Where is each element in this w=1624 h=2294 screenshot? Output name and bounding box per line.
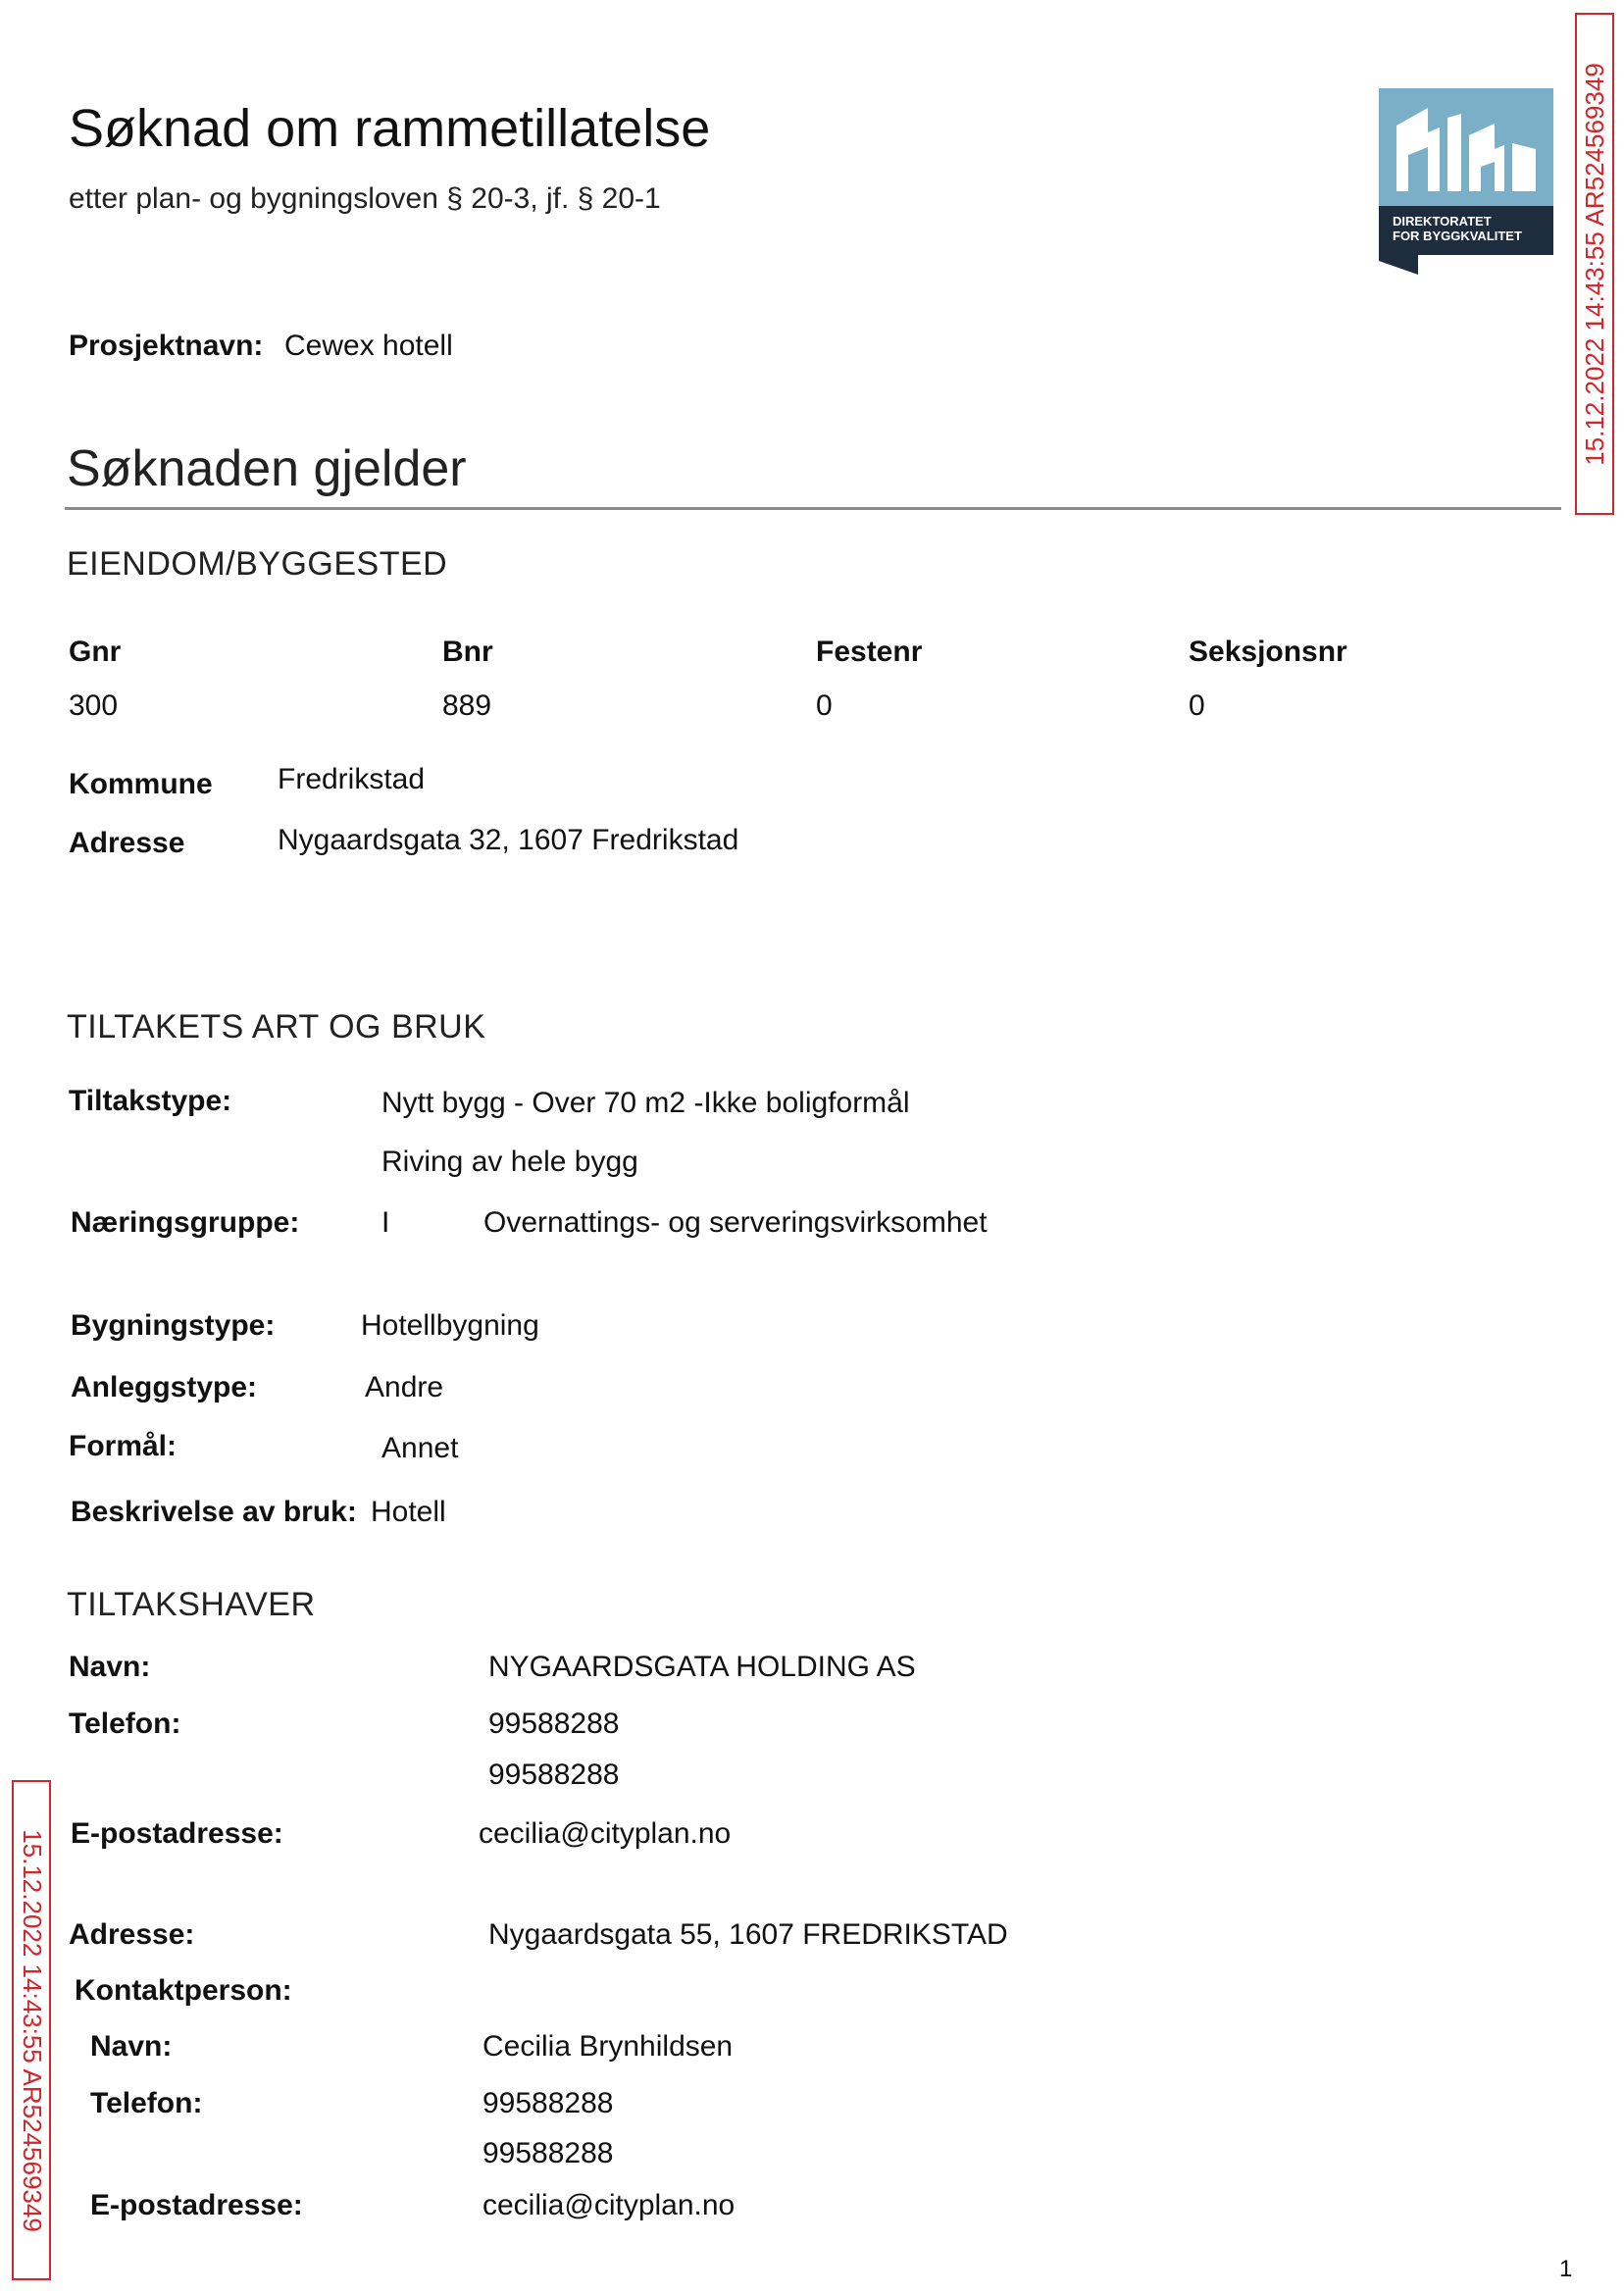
anleggstype-label: Anleggstype: bbox=[71, 1371, 258, 1403]
owner-telefon-label: Telefon: bbox=[69, 1708, 181, 1740]
kontakt-telefon-value-2: 99588288 bbox=[482, 2137, 614, 2169]
owner-navn-label: Navn: bbox=[69, 1651, 151, 1683]
owner-heading: TILTAKSHAVER bbox=[67, 1586, 316, 1623]
section-divider bbox=[65, 507, 1561, 510]
kontakt-epost-label: E-postadresse: bbox=[90, 2189, 303, 2221]
section-title: Søknaden gjelder bbox=[67, 440, 467, 497]
kontaktperson-label: Kontaktperson: bbox=[75, 1974, 292, 2007]
project-name-label: Prosjektnavn: bbox=[69, 330, 264, 362]
owner-telefon-value-1: 99588288 bbox=[488, 1708, 620, 1740]
gnr-value: 300 bbox=[69, 689, 119, 722]
tiltakstype-value-2: Riving av hele bygg bbox=[381, 1146, 638, 1178]
kontakt-telefon-value-1: 99588288 bbox=[482, 2087, 614, 2119]
project-name-value: Cewex hotell bbox=[284, 330, 453, 362]
tiltakstype-label: Tiltakstype: bbox=[69, 1085, 232, 1117]
receipt-stamp-top-text: 15.12.2022 14:43:55 AR524569349 bbox=[1579, 62, 1609, 466]
bnr-value: 889 bbox=[442, 689, 492, 722]
formal-label: Formål: bbox=[69, 1430, 178, 1462]
kontakt-navn-label: Navn: bbox=[90, 2030, 173, 2063]
adresse-label: Adresse bbox=[69, 827, 185, 859]
logo-text-line1: DIREKTORATET bbox=[1393, 214, 1492, 229]
gnr-label: Gnr bbox=[69, 636, 122, 668]
naeringsgruppe-label: Næringsgruppe: bbox=[71, 1206, 300, 1239]
dibk-logo bbox=[1379, 88, 1553, 275]
owner-epost-label: E-postadresse: bbox=[71, 1817, 283, 1850]
property-heading: EIENDOM/BYGGESTED bbox=[67, 545, 448, 583]
page-number: 1 bbox=[1559, 2256, 1573, 2282]
naeringsgruppe-value: Overnattings- og serveringsvirksomhet bbox=[483, 1206, 988, 1239]
beskrivelse-value: Hotell bbox=[371, 1496, 446, 1528]
tiltakstype-value-1: Nytt bygg - Over 70 m2 -Ikke boligformål bbox=[381, 1087, 910, 1119]
receipt-stamp-bottom bbox=[12, 1780, 51, 2280]
bnr-label: Bnr bbox=[442, 636, 493, 668]
bygningstype-label: Bygningstype: bbox=[71, 1309, 276, 1342]
receipt-stamp-top bbox=[1575, 13, 1614, 515]
measure-heading: TILTAKETS ART OG BRUK bbox=[67, 1008, 486, 1045]
logo-text-line2: FOR BYGGKVALITET bbox=[1393, 229, 1522, 243]
anleggstype-value: Andre bbox=[365, 1371, 444, 1403]
document-title: Søknad om rammetillatelse bbox=[69, 99, 711, 158]
beskrivelse-label: Beskrivelse av bruk: bbox=[71, 1496, 357, 1528]
seksjonsnr-label: Seksjonsnr bbox=[1189, 636, 1347, 668]
owner-adresse-value: Nygaardsgata 55, 1607 FREDRIKSTAD bbox=[488, 1918, 1008, 1951]
kontakt-epost-value: cecilia@cityplan.no bbox=[482, 2189, 736, 2221]
festenr-label: Festenr bbox=[816, 636, 923, 668]
formal-value: Annet bbox=[381, 1432, 459, 1464]
kontakt-navn-value: Cecilia Brynhildsen bbox=[482, 2030, 734, 2063]
owner-epost-value: cecilia@cityplan.no bbox=[479, 1817, 732, 1850]
seksjonsnr-value: 0 bbox=[1189, 689, 1205, 722]
owner-adresse-label: Adresse: bbox=[69, 1918, 195, 1951]
owner-navn-value: NYGAARDSGATA HOLDING AS bbox=[488, 1651, 916, 1683]
festenr-value: 0 bbox=[816, 689, 833, 722]
kommune-label: Kommune bbox=[69, 768, 213, 800]
adresse-value: Nygaardsgata 32, 1607 Fredrikstad bbox=[278, 824, 739, 856]
owner-telefon-value-2: 99588288 bbox=[488, 1759, 620, 1791]
naeringsgruppe-code: I bbox=[381, 1206, 390, 1239]
receipt-stamp-bottom-text: 15.12.2022 14:43:55 AR524569349 bbox=[17, 1828, 47, 2232]
document-subtitle: etter plan- og bygningsloven § 20-3, jf. § 20-1 bbox=[69, 182, 661, 215]
kommune-value: Fredrikstad bbox=[278, 763, 426, 795]
bygningstype-value: Hotellbygning bbox=[361, 1309, 539, 1342]
kontakt-telefon-label: Telefon: bbox=[90, 2087, 203, 2119]
